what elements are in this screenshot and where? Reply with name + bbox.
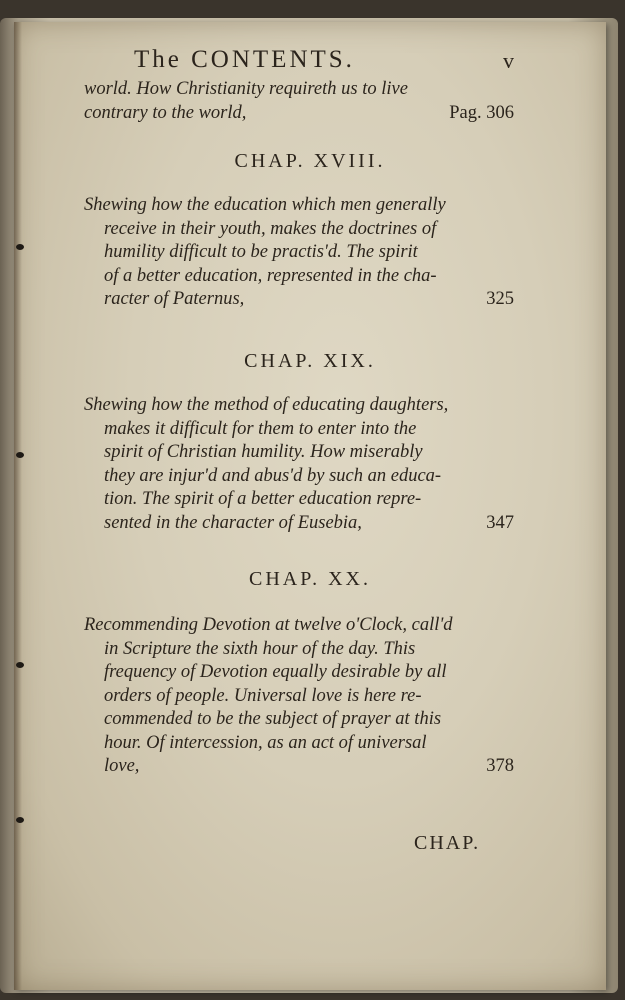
- entry-line: tion. The spirit of a better education repre-: [104, 489, 422, 509]
- entry-line: sented in the character of Eusebia, 347: [84, 512, 514, 536]
- page-number: 325: [486, 289, 514, 309]
- book-page: [14, 22, 606, 990]
- entry-line: of a better education, represented in the cha-: [104, 265, 437, 286]
- entry-line: Shewing how the method of educating daughters,: [84, 395, 449, 415]
- entry-line: they are injur'd and abus'd by such an educa-: [104, 465, 442, 486]
- catchword: CHAP.: [414, 832, 481, 854]
- entry-line: Recommending Devotion at twelve o'Clock, call'd: [84, 615, 453, 635]
- running-header: [134, 46, 514, 80]
- chapter-summary: [84, 614, 514, 779]
- entry-line: contrary to the world, Pag. 306: [84, 102, 514, 126]
- entry-line: humility difficult to be practis'd. The spirit: [104, 242, 418, 262]
- page-folio: v: [503, 48, 514, 73]
- entry-line: racter of Paternus, 325: [84, 288, 514, 312]
- entry-line: frequency of Devotion equally desirable by all: [104, 662, 447, 682]
- entry-continuation: [84, 78, 514, 125]
- entry-line: world. How Christianity requireth us to live: [84, 79, 408, 99]
- entry-line: orders of people. Universal love is here re-: [104, 685, 422, 706]
- running-title: The CONTENTS.: [134, 46, 355, 73]
- entry-line: commended to be the subject of prayer at this: [104, 709, 442, 729]
- page-number: 378: [486, 756, 514, 776]
- entry-line: receive in their youth, makes the doctrines of: [104, 218, 437, 239]
- chapter-heading: CHAP. XX.: [248, 568, 372, 590]
- chapter-summary: [84, 394, 514, 535]
- chapter-summary: [84, 194, 514, 312]
- entry-line: Shewing how the education which men generally: [84, 195, 446, 215]
- chapter-heading: CHAP. XVIII.: [234, 150, 386, 172]
- entry-line: makes it difficult for them to enter into the: [104, 418, 417, 439]
- entry-line: hour. Of intercession, as an act of universal: [104, 732, 427, 753]
- entry-line: love, 378: [84, 755, 514, 779]
- page-number: Pag. 306: [449, 102, 514, 123]
- contents-text: [14, 22, 606, 990]
- page-number: 347: [486, 512, 514, 533]
- chapter-heading: CHAP. XIX.: [244, 350, 376, 372]
- entry-line: in Scripture the sixth hour of the day. This: [104, 638, 416, 659]
- entry-line: spirit of Christian humility. How miserably: [104, 442, 423, 462]
